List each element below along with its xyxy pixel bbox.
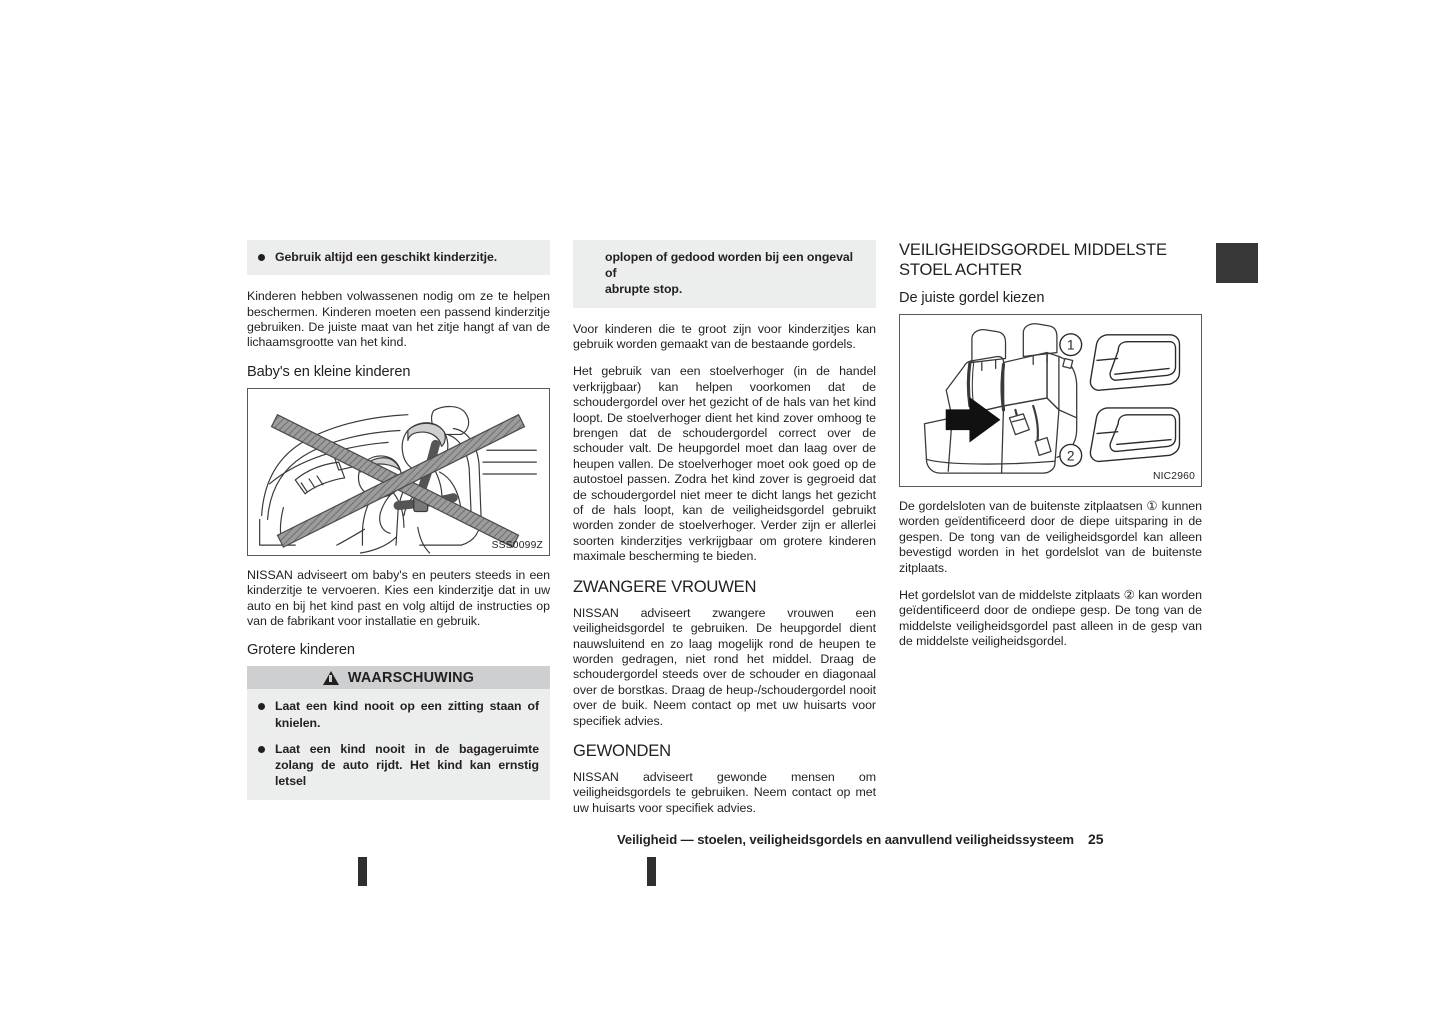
page-footer	[617, 831, 1104, 847]
callout-2	[1060, 444, 1082, 466]
paragraph-outboard-buckles: De gordelsloten van de buitenste zitplaatsen ① kunnen worden geïdentificeerd door de diepe uitsparing in de gespen. De tong van de veiligheidsgordel kan alleen bevestigd worden in het gordelslot van de buitenste zitplaats.	[899, 499, 1202, 575]
figure-baby-on-lap-prohibited	[247, 388, 550, 556]
warning-triangle-icon	[323, 671, 339, 685]
warning-item	[258, 741, 539, 790]
subheading-choose-correct-belt: De juiste gordel kiezen	[899, 290, 1045, 306]
warning-box	[247, 666, 550, 800]
warning-box-header	[247, 666, 550, 689]
warning-continuation-left	[247, 240, 550, 275]
bullet-icon	[258, 703, 265, 710]
warning-continuation-middle	[573, 240, 876, 308]
warning-box-body	[247, 689, 550, 800]
figure-rear-seat-buckles	[899, 314, 1202, 487]
heading-injured-persons: GEWONDEN	[573, 740, 671, 760]
figure-1-illustration	[248, 389, 549, 555]
paragraph-nissan-recommends-child-seat: NISSAN adviseert om baby's en peuters steeds in een kinderzitje te vervoeren. Kies een kinderzitje dat in uw auto en bij het kind past en volg altijd de instructies op van de fabrikant voor installatie en gebruik.	[247, 567, 550, 629]
warning-box-title: WAARSCHUWING	[347, 669, 475, 686]
warning-continuation-line-2: abrupte stop.	[605, 282, 683, 297]
footer-section-title: Veiligheid — stoelen, veiligheidsgordels en aanvullend veiligheidssysteem	[617, 832, 1074, 847]
heading-middle-rear-seat-belt: VEILIGHEIDSGORDEL MIDDELSTE STOEL ACHTER	[899, 240, 1167, 279]
paragraph-injured-persons-advice: NISSAN adviseert gewonde mensen om veiligheidsgordels te gebruiken. Neem contact op met uw huisarts voor specifiek advies.	[573, 769, 876, 815]
bullet-icon	[258, 254, 265, 261]
svg-text:1: 1	[1066, 336, 1075, 353]
figure-1-caption: SSS0099Z	[491, 539, 543, 551]
heading-pregnant-women: ZWANGERE VROUWEN	[573, 576, 757, 596]
figure-2-illustration	[900, 315, 1201, 486]
warning-item-text: Laat een kind nooit op een zitting staan of knielen.	[275, 699, 539, 730]
paragraph-booster-seat-usage: Het gebruik van een stoelverhoger (in de handel verkrijgbaar) kan helpen voorkomen dat de schoudergordel over het gezicht of de hals van het kind loopt. De stoelverhoger dient het kind zover omhoog te brengen dat de schoudergordel correct over de schouder valt. De heupgordel moet dan laag over de heupen vallen. De stoelverhoger moet ook goed op de autostoel passen. Zodra het kind zover is gegroeid dat de schoudergordel niet meer te dicht langs het gezicht of de hals loopt, kan de veiligheidsgordel gebruikt worden zonder de stoelverhoger. Verder zijn er allerlei soorten kinderzitjes verkrijgbaar om grotere kinderen maximale bescherming te bieden.	[573, 364, 876, 564]
thumb-index-tab	[1216, 243, 1258, 283]
column-left	[247, 240, 550, 800]
registration-mark-left	[358, 857, 367, 886]
callout-1	[1060, 334, 1082, 356]
subheading-older-children: Grotere kinderen	[247, 642, 355, 659]
registration-mark-right	[647, 857, 656, 886]
bullet-icon	[258, 746, 265, 753]
warning-continuation-line-1: oplopen of gedood worden bij een ongeval of	[605, 250, 854, 281]
warning-item-text: Laat een kind nooit in de bagageruimte zolang de auto rijdt. Het kind kan ernstig letsel	[275, 741, 539, 789]
column-middle	[573, 240, 876, 816]
warning-item	[258, 698, 539, 730]
paragraph-children-too-big-for-seats: Voor kinderen die te groot zijn voor kinderzitjes kan gebruik worden gemaakt van de bestaande gordels.	[573, 321, 876, 352]
paragraph-children-need-adults: Kinderen hebben volwassenen nodig om ze te helpen beschermen. Kinderen moeten een passend kinderzitje gebruiken. De juiste maat van het zitje hangt af van de lichaamsgrootte van het kind.	[247, 289, 550, 350]
paragraph-pregnant-women-advice: NISSAN adviseert zwangere vrouwen een veiligheidsgordel te gebruiken. De heupgordel dient nauwsluitend en zo laag mogelijk rond de heupen te worden gedragen, niet rond het middel. Draag de schoudergordel steeds over de schouder en diagonaal over de borstkas. Draag de heup-/schoudergordel nooit over de buik. Neem contact op met uw huisarts voor specifiek advies.	[573, 605, 876, 728]
warning-continuation-text: Gebruik altijd een geschikt kinderzitje.	[275, 250, 498, 264]
figure-2-caption: NIC2960	[1152, 471, 1195, 482]
paragraph-center-buckle: Het gordelslot van de middelste zitplaats ② kan worden geïdentificeerd door de ondiepe gesp. De tong van de middelste veiligheidsgordel past alleen in de gesp van de middelste veiligheidsgordel.	[899, 588, 1202, 649]
subheading-babies-and-small-children: Baby's en kleine kinderen	[247, 363, 411, 380]
page-number: 25	[1087, 831, 1104, 847]
svg-text:2: 2	[1066, 447, 1075, 464]
column-right	[899, 240, 1202, 650]
